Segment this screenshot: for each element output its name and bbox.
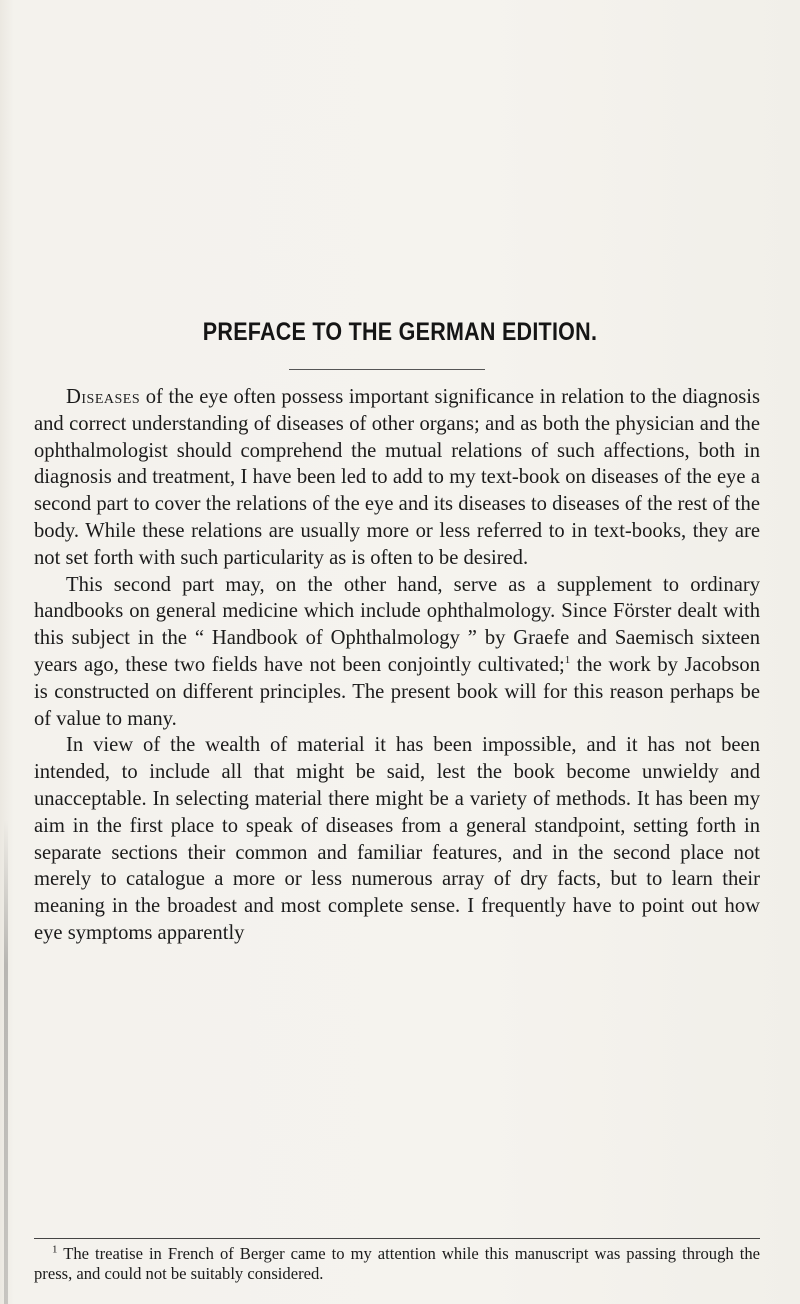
footnote: [34, 1244, 760, 1284]
page-gutter-shadow: [4, 820, 8, 1304]
paragraph-3: [34, 732, 760, 946]
paragraph-2: [34, 572, 760, 733]
paragraph-lead-word: Diseases: [66, 386, 141, 408]
paragraph-2-text-b: the work by Jacobson is constructed on different principles. The present book will for this reason perhaps be of value to many.: [34, 653, 761, 730]
paragraph-3-text: In view of the wealth of material it has been impossible, and it has not been intended, to include all that might be said, lest the book become unwieldy and unacceptable. In selecting material there might be a variety of methods. It has been my aim in the first place to speak of diseases from a general standpoint, setting forth in separate sections their common and familiar features, and in the second place not merely to catalogue a more or less numerous array of dry facts, but to learn their meaning in the broadest and most complete sense. I frequently have to point out how eye symptoms apparently: [34, 734, 760, 944]
paragraph-2-text-a: This second part may, on the other hand, serve as a supplement to ordinary handbooks on general medicine which include ophthalmology. Since Förster dealt with this subject in the “ Handbook of Ophthalmology ” by Graefe and Saemisch sixteen years ago, these two fields have not been conjointly cultivated;: [34, 573, 760, 676]
body-text: [34, 384, 760, 947]
paragraph-1-text: of the eye often possess important significance in relation to the diagnosis and correct understanding of diseases of other organs; and as both the physician and the ophthalmologist should comprehend the mutual relations of such affections, both in diagnosis and treatment, I have been led to add to my text-book on diseases of the eye a second part to cover the relations of the eye and its diseases to diseases of the rest of the body. While these relations are usually more or less referred to in text-books, they are not set forth with such particularity as is often to be desired.: [34, 386, 760, 569]
title-divider: [289, 369, 485, 370]
paragraph-1: [34, 384, 760, 572]
footnote-divider: [34, 1238, 760, 1239]
footnote-text: The treatise in French of Berger came to my attention while this manuscript was passing through the press, and could not be suitably considered.: [34, 1244, 760, 1283]
page-title: PREFACE TO THE GERMAN EDITION.: [202, 318, 598, 346]
footnote-reference: 1: [564, 654, 571, 667]
footnote-marker: 1: [52, 1243, 58, 1256]
